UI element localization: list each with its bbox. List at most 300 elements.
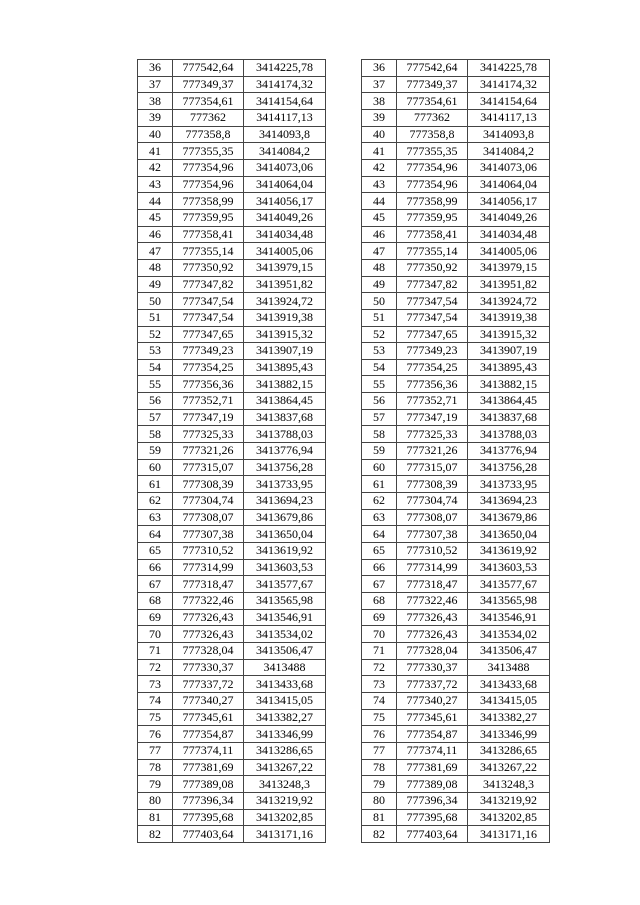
x-coordinate-cell: 777326,43 bbox=[173, 626, 244, 643]
x-coordinate-cell: 777356,36 bbox=[397, 376, 468, 393]
y-coordinate-cell: 3414064,04 bbox=[468, 176, 550, 193]
y-coordinate-cell: 3413907,19 bbox=[244, 343, 326, 360]
x-coordinate-cell: 777350,92 bbox=[397, 259, 468, 276]
y-coordinate-cell: 3414064,04 bbox=[244, 176, 326, 193]
x-coordinate-cell: 777337,72 bbox=[397, 676, 468, 693]
y-coordinate-cell: 3413382,27 bbox=[244, 709, 326, 726]
y-coordinate-cell: 3413882,15 bbox=[244, 376, 326, 393]
x-coordinate-cell: 777330,37 bbox=[397, 659, 468, 676]
y-coordinate-cell: 3414154,64 bbox=[468, 93, 550, 110]
x-coordinate-cell: 777350,92 bbox=[173, 259, 244, 276]
table-row bbox=[362, 193, 550, 210]
x-coordinate-cell: 777349,23 bbox=[397, 343, 468, 360]
point-number-cell: 42 bbox=[362, 159, 397, 176]
y-coordinate-cell: 3414093,8 bbox=[468, 126, 550, 143]
table-row bbox=[138, 93, 326, 110]
y-coordinate-cell: 3414056,17 bbox=[244, 193, 326, 210]
point-number-cell: 75 bbox=[138, 709, 173, 726]
point-number-cell: 82 bbox=[138, 826, 173, 843]
x-coordinate-cell: 777359,95 bbox=[397, 209, 468, 226]
y-coordinate-cell: 3413219,92 bbox=[468, 792, 550, 809]
point-number-cell: 45 bbox=[138, 209, 173, 226]
point-number-cell: 42 bbox=[138, 159, 173, 176]
point-number-cell: 72 bbox=[362, 659, 397, 676]
table-row bbox=[362, 559, 550, 576]
y-coordinate-cell: 3414225,78 bbox=[468, 60, 550, 77]
point-number-cell: 57 bbox=[138, 409, 173, 426]
table-row bbox=[138, 526, 326, 543]
point-number-cell: 69 bbox=[138, 609, 173, 626]
point-number-cell: 67 bbox=[362, 576, 397, 593]
y-coordinate-cell: 3413488 bbox=[468, 659, 550, 676]
point-number-cell: 49 bbox=[138, 276, 173, 293]
point-number-cell: 72 bbox=[138, 659, 173, 676]
table-row bbox=[138, 109, 326, 126]
point-number-cell: 54 bbox=[138, 359, 173, 376]
table-row bbox=[138, 742, 326, 759]
point-number-cell: 63 bbox=[362, 509, 397, 526]
point-number-cell: 76 bbox=[138, 726, 173, 743]
y-coordinate-cell: 3414005,06 bbox=[468, 243, 550, 260]
y-coordinate-cell: 3413915,32 bbox=[468, 326, 550, 343]
point-number-cell: 70 bbox=[362, 626, 397, 643]
y-coordinate-cell: 3413694,23 bbox=[468, 493, 550, 510]
x-coordinate-cell: 777359,95 bbox=[173, 209, 244, 226]
x-coordinate-cell: 777304,74 bbox=[173, 493, 244, 510]
y-coordinate-cell: 3413248,3 bbox=[468, 776, 550, 793]
y-coordinate-cell: 3414154,64 bbox=[244, 93, 326, 110]
point-number-cell: 63 bbox=[138, 509, 173, 526]
table-row bbox=[138, 726, 326, 743]
table-row bbox=[138, 443, 326, 460]
point-number-cell: 51 bbox=[362, 309, 397, 326]
y-coordinate-cell: 3413433,68 bbox=[244, 676, 326, 693]
x-coordinate-cell: 777347,19 bbox=[173, 409, 244, 426]
y-coordinate-cell: 3413248,3 bbox=[244, 776, 326, 793]
y-coordinate-cell: 3413650,04 bbox=[468, 526, 550, 543]
y-coordinate-cell: 3414117,13 bbox=[244, 109, 326, 126]
point-number-cell: 46 bbox=[362, 226, 397, 243]
x-coordinate-cell: 777308,07 bbox=[397, 509, 468, 526]
x-coordinate-cell: 777354,61 bbox=[173, 93, 244, 110]
y-coordinate-cell: 3413202,85 bbox=[244, 809, 326, 826]
x-coordinate-cell: 777396,34 bbox=[397, 792, 468, 809]
x-coordinate-cell: 777326,43 bbox=[397, 609, 468, 626]
table-row bbox=[362, 642, 550, 659]
table-row bbox=[138, 293, 326, 310]
y-coordinate-cell: 3413546,91 bbox=[244, 609, 326, 626]
table-row bbox=[362, 443, 550, 460]
x-coordinate-cell: 777347,82 bbox=[173, 276, 244, 293]
point-number-cell: 44 bbox=[138, 193, 173, 210]
table-row bbox=[138, 243, 326, 260]
table-row bbox=[362, 76, 550, 93]
y-coordinate-cell: 3413679,86 bbox=[244, 509, 326, 526]
x-coordinate-cell: 777354,96 bbox=[173, 159, 244, 176]
y-coordinate-cell: 3414225,78 bbox=[244, 60, 326, 77]
x-coordinate-cell: 777347,65 bbox=[397, 326, 468, 343]
table-row bbox=[138, 359, 326, 376]
coordinates-table-left bbox=[137, 59, 326, 843]
x-coordinate-cell: 777330,37 bbox=[173, 659, 244, 676]
point-number-cell: 69 bbox=[362, 609, 397, 626]
x-coordinate-cell: 777314,99 bbox=[173, 559, 244, 576]
table-row bbox=[138, 176, 326, 193]
x-coordinate-cell: 777362 bbox=[397, 109, 468, 126]
x-coordinate-cell: 777347,19 bbox=[397, 409, 468, 426]
y-coordinate-cell: 3413202,85 bbox=[468, 809, 550, 826]
y-coordinate-cell: 3413506,47 bbox=[468, 642, 550, 659]
table-row bbox=[138, 692, 326, 709]
x-coordinate-cell: 777318,47 bbox=[173, 576, 244, 593]
point-number-cell: 38 bbox=[362, 93, 397, 110]
point-number-cell: 73 bbox=[138, 676, 173, 693]
table-row bbox=[138, 676, 326, 693]
y-coordinate-cell: 3413882,15 bbox=[468, 376, 550, 393]
x-coordinate-cell: 777308,07 bbox=[173, 509, 244, 526]
table-row bbox=[138, 309, 326, 326]
table-row bbox=[362, 243, 550, 260]
table-row bbox=[362, 226, 550, 243]
table-row bbox=[138, 626, 326, 643]
table-row bbox=[138, 493, 326, 510]
y-coordinate-cell: 3413219,92 bbox=[244, 792, 326, 809]
point-number-cell: 59 bbox=[362, 443, 397, 460]
table-row bbox=[138, 659, 326, 676]
table-row bbox=[138, 809, 326, 826]
point-number-cell: 65 bbox=[362, 543, 397, 560]
point-number-cell: 59 bbox=[138, 443, 173, 460]
y-coordinate-cell: 3413382,27 bbox=[468, 709, 550, 726]
y-coordinate-cell: 3414034,48 bbox=[244, 226, 326, 243]
table-row bbox=[138, 126, 326, 143]
table-row bbox=[138, 559, 326, 576]
table-row bbox=[138, 476, 326, 493]
y-coordinate-cell: 3414073,06 bbox=[468, 159, 550, 176]
y-coordinate-cell: 3413951,82 bbox=[468, 276, 550, 293]
y-coordinate-cell: 3413286,65 bbox=[468, 742, 550, 759]
x-coordinate-cell: 777355,14 bbox=[397, 243, 468, 260]
point-number-cell: 40 bbox=[362, 126, 397, 143]
table-row bbox=[362, 276, 550, 293]
point-number-cell: 61 bbox=[138, 476, 173, 493]
y-coordinate-cell: 3413577,67 bbox=[468, 576, 550, 593]
x-coordinate-cell: 777328,04 bbox=[397, 642, 468, 659]
table-row bbox=[138, 393, 326, 410]
y-coordinate-cell: 3413979,15 bbox=[468, 259, 550, 276]
table-row bbox=[138, 343, 326, 360]
point-number-cell: 50 bbox=[362, 293, 397, 310]
point-number-cell: 55 bbox=[362, 376, 397, 393]
y-coordinate-cell: 3413267,22 bbox=[468, 759, 550, 776]
point-number-cell: 52 bbox=[138, 326, 173, 343]
x-coordinate-cell: 777358,41 bbox=[397, 226, 468, 243]
y-coordinate-cell: 3413919,38 bbox=[244, 309, 326, 326]
x-coordinate-cell: 777310,52 bbox=[397, 543, 468, 560]
x-coordinate-cell: 777362 bbox=[173, 109, 244, 126]
y-coordinate-cell: 3414073,06 bbox=[244, 159, 326, 176]
y-coordinate-cell: 3413733,95 bbox=[244, 476, 326, 493]
point-number-cell: 44 bbox=[362, 193, 397, 210]
x-coordinate-cell: 777318,47 bbox=[397, 576, 468, 593]
point-number-cell: 41 bbox=[362, 143, 397, 160]
table-row bbox=[362, 143, 550, 160]
point-number-cell: 75 bbox=[362, 709, 397, 726]
point-number-cell: 58 bbox=[138, 426, 173, 443]
y-coordinate-cell: 3413267,22 bbox=[244, 759, 326, 776]
x-coordinate-cell: 777352,71 bbox=[397, 393, 468, 410]
point-number-cell: 61 bbox=[362, 476, 397, 493]
point-number-cell: 82 bbox=[362, 826, 397, 843]
point-number-cell: 78 bbox=[138, 759, 173, 776]
y-coordinate-cell: 3413679,86 bbox=[468, 509, 550, 526]
x-coordinate-cell: 777542,64 bbox=[173, 60, 244, 77]
table-row bbox=[138, 459, 326, 476]
table-row bbox=[138, 60, 326, 77]
table-row bbox=[362, 742, 550, 759]
y-coordinate-cell: 3414174,32 bbox=[468, 76, 550, 93]
point-number-cell: 43 bbox=[138, 176, 173, 193]
table-row bbox=[362, 343, 550, 360]
y-coordinate-cell: 3414174,32 bbox=[244, 76, 326, 93]
point-number-cell: 41 bbox=[138, 143, 173, 160]
table-row bbox=[362, 409, 550, 426]
point-number-cell: 77 bbox=[362, 742, 397, 759]
table-row bbox=[138, 159, 326, 176]
y-coordinate-cell: 3413895,43 bbox=[468, 359, 550, 376]
x-coordinate-cell: 777396,34 bbox=[173, 792, 244, 809]
table-row bbox=[362, 476, 550, 493]
point-number-cell: 49 bbox=[362, 276, 397, 293]
point-number-cell: 79 bbox=[362, 776, 397, 793]
point-number-cell: 50 bbox=[138, 293, 173, 310]
y-coordinate-cell: 3413565,98 bbox=[244, 593, 326, 610]
point-number-cell: 81 bbox=[362, 809, 397, 826]
x-coordinate-cell: 777308,39 bbox=[397, 476, 468, 493]
y-coordinate-cell: 3413864,45 bbox=[244, 393, 326, 410]
y-coordinate-cell: 3413577,67 bbox=[244, 576, 326, 593]
y-coordinate-cell: 3413171,16 bbox=[468, 826, 550, 843]
y-coordinate-cell: 3414084,2 bbox=[468, 143, 550, 160]
point-number-cell: 56 bbox=[362, 393, 397, 410]
y-coordinate-cell: 3414093,8 bbox=[244, 126, 326, 143]
x-coordinate-cell: 777308,39 bbox=[173, 476, 244, 493]
x-coordinate-cell: 777347,54 bbox=[173, 293, 244, 310]
table-row bbox=[138, 543, 326, 560]
x-coordinate-cell: 777326,43 bbox=[397, 626, 468, 643]
table-row bbox=[362, 809, 550, 826]
point-number-cell: 73 bbox=[362, 676, 397, 693]
x-coordinate-cell: 777354,87 bbox=[173, 726, 244, 743]
table-row bbox=[362, 709, 550, 726]
table-row bbox=[362, 676, 550, 693]
table-row bbox=[362, 792, 550, 809]
x-coordinate-cell: 777325,33 bbox=[397, 426, 468, 443]
y-coordinate-cell: 3413603,53 bbox=[244, 559, 326, 576]
point-number-cell: 60 bbox=[138, 459, 173, 476]
table-row bbox=[138, 826, 326, 843]
x-coordinate-cell: 777354,61 bbox=[397, 93, 468, 110]
point-number-cell: 77 bbox=[138, 742, 173, 759]
table-row bbox=[362, 609, 550, 626]
point-number-cell: 80 bbox=[362, 792, 397, 809]
y-coordinate-cell: 3414034,48 bbox=[468, 226, 550, 243]
y-coordinate-cell: 3413415,05 bbox=[468, 692, 550, 709]
x-coordinate-cell: 777314,99 bbox=[397, 559, 468, 576]
y-coordinate-cell: 3413788,03 bbox=[468, 426, 550, 443]
table-row bbox=[362, 509, 550, 526]
table-row bbox=[138, 609, 326, 626]
point-number-cell: 66 bbox=[138, 559, 173, 576]
table-row bbox=[362, 692, 550, 709]
x-coordinate-cell: 777321,26 bbox=[173, 443, 244, 460]
table-row bbox=[362, 593, 550, 610]
table-body bbox=[138, 60, 326, 843]
table-row bbox=[138, 326, 326, 343]
table-row bbox=[362, 209, 550, 226]
y-coordinate-cell: 3414005,06 bbox=[244, 243, 326, 260]
table-row bbox=[362, 109, 550, 126]
point-number-cell: 47 bbox=[362, 243, 397, 260]
point-number-cell: 54 bbox=[362, 359, 397, 376]
y-coordinate-cell: 3413915,32 bbox=[244, 326, 326, 343]
x-coordinate-cell: 777345,61 bbox=[397, 709, 468, 726]
x-coordinate-cell: 777355,35 bbox=[173, 143, 244, 160]
x-coordinate-cell: 777340,27 bbox=[397, 692, 468, 709]
y-coordinate-cell: 3413895,43 bbox=[244, 359, 326, 376]
y-coordinate-cell: 3413171,16 bbox=[244, 826, 326, 843]
x-coordinate-cell: 777354,87 bbox=[397, 726, 468, 743]
point-number-cell: 36 bbox=[362, 60, 397, 77]
x-coordinate-cell: 777358,8 bbox=[173, 126, 244, 143]
point-number-cell: 48 bbox=[138, 259, 173, 276]
x-coordinate-cell: 777355,14 bbox=[173, 243, 244, 260]
y-coordinate-cell: 3413346,99 bbox=[244, 726, 326, 743]
point-number-cell: 45 bbox=[362, 209, 397, 226]
y-coordinate-cell: 3414117,13 bbox=[468, 109, 550, 126]
table-row bbox=[138, 209, 326, 226]
table-row bbox=[138, 509, 326, 526]
table-row bbox=[362, 393, 550, 410]
x-coordinate-cell: 777381,69 bbox=[173, 759, 244, 776]
y-coordinate-cell: 3413907,19 bbox=[468, 343, 550, 360]
table-row bbox=[138, 409, 326, 426]
point-number-cell: 62 bbox=[362, 493, 397, 510]
table-row bbox=[362, 826, 550, 843]
table-body bbox=[362, 60, 550, 843]
x-coordinate-cell: 777349,37 bbox=[173, 76, 244, 93]
point-number-cell: 51 bbox=[138, 309, 173, 326]
point-number-cell: 38 bbox=[138, 93, 173, 110]
x-coordinate-cell: 777349,37 bbox=[397, 76, 468, 93]
y-coordinate-cell: 3413837,68 bbox=[468, 409, 550, 426]
point-number-cell: 67 bbox=[138, 576, 173, 593]
table-row bbox=[362, 376, 550, 393]
point-number-cell: 81 bbox=[138, 809, 173, 826]
y-coordinate-cell: 3413603,53 bbox=[468, 559, 550, 576]
table-row bbox=[138, 426, 326, 443]
x-coordinate-cell: 777325,33 bbox=[173, 426, 244, 443]
x-coordinate-cell: 777340,27 bbox=[173, 692, 244, 709]
point-number-cell: 74 bbox=[362, 692, 397, 709]
table-row bbox=[362, 493, 550, 510]
point-number-cell: 47 bbox=[138, 243, 173, 260]
x-coordinate-cell: 777354,25 bbox=[173, 359, 244, 376]
y-coordinate-cell: 3413788,03 bbox=[244, 426, 326, 443]
x-coordinate-cell: 777542,64 bbox=[397, 60, 468, 77]
y-coordinate-cell: 3413506,47 bbox=[244, 642, 326, 659]
table-row bbox=[138, 792, 326, 809]
table-row bbox=[138, 193, 326, 210]
table-row bbox=[362, 459, 550, 476]
x-coordinate-cell: 777358,41 bbox=[173, 226, 244, 243]
x-coordinate-cell: 777395,68 bbox=[173, 809, 244, 826]
x-coordinate-cell: 777328,04 bbox=[173, 642, 244, 659]
point-number-cell: 80 bbox=[138, 792, 173, 809]
table-row bbox=[362, 176, 550, 193]
table-row bbox=[362, 776, 550, 793]
table-row bbox=[362, 93, 550, 110]
y-coordinate-cell: 3413776,94 bbox=[468, 443, 550, 460]
table-row bbox=[362, 293, 550, 310]
table-row bbox=[138, 76, 326, 93]
point-number-cell: 53 bbox=[362, 343, 397, 360]
table-row bbox=[362, 159, 550, 176]
point-number-cell: 66 bbox=[362, 559, 397, 576]
point-number-cell: 37 bbox=[138, 76, 173, 93]
point-number-cell: 71 bbox=[362, 642, 397, 659]
point-number-cell: 76 bbox=[362, 726, 397, 743]
y-coordinate-cell: 3413619,92 bbox=[244, 543, 326, 560]
table-row bbox=[138, 376, 326, 393]
point-number-cell: 65 bbox=[138, 543, 173, 560]
y-coordinate-cell: 3413415,05 bbox=[244, 692, 326, 709]
table-row bbox=[138, 276, 326, 293]
x-coordinate-cell: 777326,43 bbox=[173, 609, 244, 626]
x-coordinate-cell: 777403,64 bbox=[397, 826, 468, 843]
point-number-cell: 36 bbox=[138, 60, 173, 77]
y-coordinate-cell: 3413756,28 bbox=[468, 459, 550, 476]
y-coordinate-cell: 3413837,68 bbox=[244, 409, 326, 426]
point-number-cell: 55 bbox=[138, 376, 173, 393]
table-row bbox=[138, 226, 326, 243]
point-number-cell: 52 bbox=[362, 326, 397, 343]
table-row bbox=[138, 259, 326, 276]
y-coordinate-cell: 3413924,72 bbox=[244, 293, 326, 310]
point-number-cell: 39 bbox=[362, 109, 397, 126]
point-number-cell: 68 bbox=[138, 593, 173, 610]
x-coordinate-cell: 777381,69 bbox=[397, 759, 468, 776]
table-row bbox=[138, 759, 326, 776]
y-coordinate-cell: 3414084,2 bbox=[244, 143, 326, 160]
y-coordinate-cell: 3413286,65 bbox=[244, 742, 326, 759]
y-coordinate-cell: 3413864,45 bbox=[468, 393, 550, 410]
y-coordinate-cell: 3413619,92 bbox=[468, 543, 550, 560]
y-coordinate-cell: 3414049,26 bbox=[244, 209, 326, 226]
y-coordinate-cell: 3413733,95 bbox=[468, 476, 550, 493]
table-row bbox=[362, 726, 550, 743]
x-coordinate-cell: 777358,99 bbox=[173, 193, 244, 210]
x-coordinate-cell: 777358,8 bbox=[397, 126, 468, 143]
table-row bbox=[362, 426, 550, 443]
x-coordinate-cell: 777322,46 bbox=[173, 593, 244, 610]
table-row bbox=[138, 776, 326, 793]
x-coordinate-cell: 777374,11 bbox=[397, 742, 468, 759]
point-number-cell: 62 bbox=[138, 493, 173, 510]
y-coordinate-cell: 3413979,15 bbox=[244, 259, 326, 276]
x-coordinate-cell: 777352,71 bbox=[173, 393, 244, 410]
table-row bbox=[362, 659, 550, 676]
